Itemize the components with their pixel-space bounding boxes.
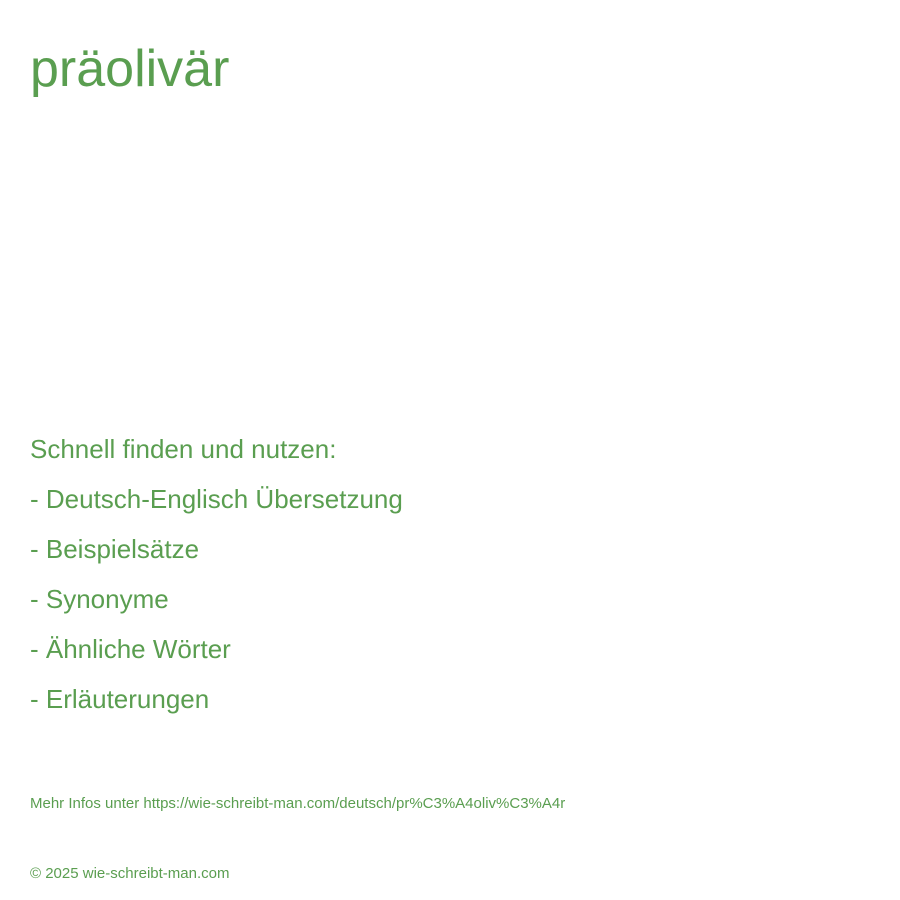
more-info-link[interactable]: https://wie-schreibt-man.com/deutsch/pr%C3%A4oliv%C3%A4r (143, 795, 566, 812)
feature-item-example-sentences: - Beispielsätze (30, 534, 200, 564)
feature-item-explanations: - Erläuterungen (30, 684, 210, 714)
feature-item-synonyms: - Synonyme (30, 584, 169, 614)
feature-item-translation: - Deutsch-Englisch Übersetzung (30, 484, 403, 514)
feature-list-heading: Schnell finden und nutzen: (30, 434, 337, 464)
more-info-line (30, 795, 565, 813)
page-title: präolivär (30, 40, 230, 98)
feature-list (30, 424, 403, 724)
more-info-prefix: Mehr Infos unter (30, 795, 144, 812)
feature-item-similar-words: - Ähnliche Wörter (30, 634, 231, 664)
copyright-notice: © 2025 wie-schreibt-man.com (30, 865, 230, 882)
